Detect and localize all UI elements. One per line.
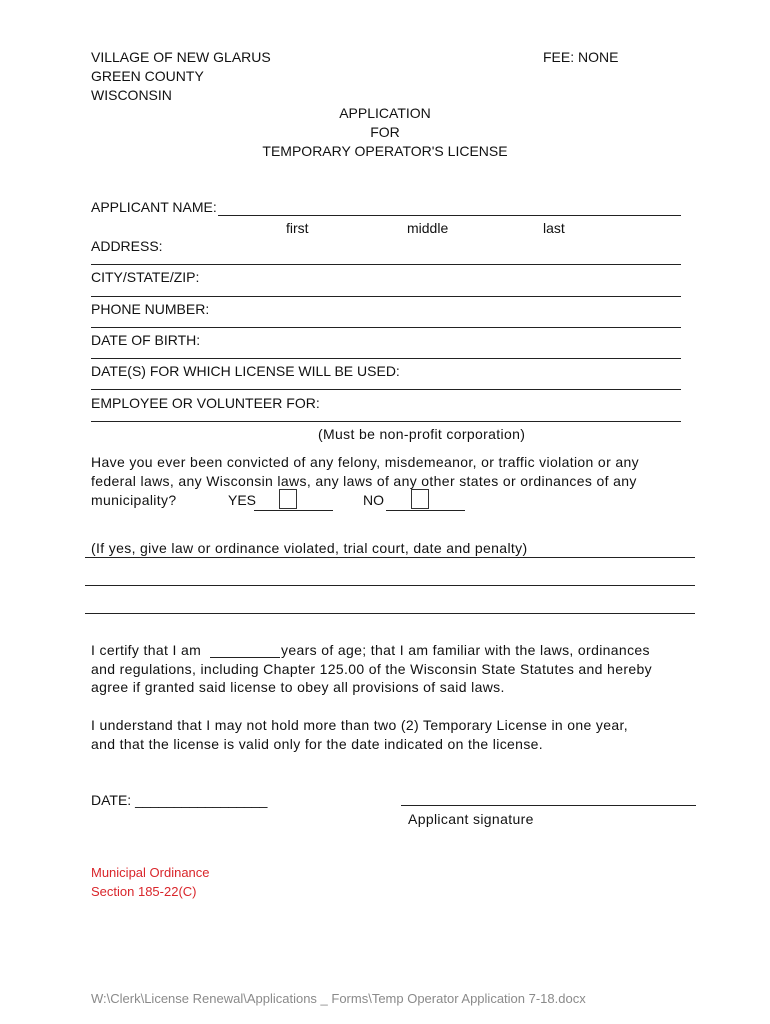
dob-label: DATE OF BIRTH: [91, 332, 201, 348]
certify-line2: and regulations, including Chapter 125.00 of the Wisconsin State Statutes and hereby [91, 661, 652, 677]
employee-volunteer-label: EMPLOYEE OR VOLUNTEER FOR: [91, 395, 320, 411]
details-field-line1[interactable] [85, 557, 695, 558]
yes-label: YES [228, 492, 257, 508]
understand-line1: I understand that I may not hold more than two (2) Temporary License in one year, [91, 717, 629, 733]
dob-field[interactable] [91, 358, 681, 359]
name-middle-caption: middle [407, 220, 449, 236]
if-yes-instructions: (If yes, give law or ordinance violated, trial court, date and penalty) [91, 540, 528, 556]
conviction-question-line3: municipality? [91, 492, 177, 508]
nonprofit-note: (Must be non-profit corporation) [318, 426, 526, 442]
title-application: APPLICATION [339, 105, 431, 121]
name-first-caption: first [286, 220, 309, 236]
fee-label: FEE: NONE [543, 49, 619, 65]
city-state-zip-field[interactable] [91, 296, 681, 297]
details-field-line2[interactable] [85, 585, 695, 586]
employee-volunteer-field[interactable] [91, 421, 681, 422]
applicant-name-label: APPLICANT NAME: [91, 199, 217, 215]
date-field[interactable]: DATE: _________________ [91, 792, 268, 808]
page-title: TEMPORARY OPERATOR'S LICENSE [262, 143, 508, 159]
certify-line3: agree if granted said license to obey all provisions of said laws. [91, 679, 505, 695]
address-field[interactable] [91, 264, 681, 265]
ordinance-label: Municipal Ordinance [91, 865, 210, 880]
understand-line2: and that the license is valid only for the date indicated on the license. [91, 736, 544, 752]
no-underline [386, 510, 465, 511]
signature-caption: Applicant signature [408, 811, 534, 827]
document-path: W:\Clerk\License Renewal\Applications _ Forms\Temp Operator Application 7-18.docx [91, 991, 586, 1006]
dates-used-label: DATE(S) FOR WHICH LICENSE WILL BE USED: [91, 363, 400, 379]
conviction-question-line1: Have you ever been convicted of any felony, misdemeanor, or traffic violation or any [91, 454, 639, 470]
no-checkbox[interactable] [411, 489, 429, 509]
ordinance-section: Section 185-22(C) [91, 884, 197, 899]
org-county: GREEN COUNTY [91, 68, 204, 84]
title-for: FOR [370, 124, 400, 140]
no-label: NO [363, 492, 384, 508]
applicant-name-field[interactable] [218, 215, 681, 216]
org-state: WISCONSIN [91, 87, 172, 103]
phone-label: PHONE NUMBER: [91, 301, 210, 317]
address-label: ADDRESS: [91, 238, 163, 254]
dates-used-field[interactable] [91, 389, 681, 390]
yes-underline [254, 510, 333, 511]
org-name: VILLAGE OF NEW GLARUS [91, 49, 271, 65]
conviction-question-line2: federal laws, any Wisconsin laws, any laws of any other states or ordinances of any [91, 473, 637, 489]
details-field-line3[interactable] [85, 613, 695, 614]
certify-line1-end: years of age; that I am familiar with the laws, ordinances [281, 642, 650, 658]
phone-field[interactable] [91, 327, 681, 328]
certify-line1-start: I certify that I am [91, 642, 202, 658]
signature-line[interactable] [401, 805, 696, 806]
name-last-caption: last [543, 220, 565, 236]
city-state-zip-label: CITY/STATE/ZIP: [91, 269, 200, 285]
age-field[interactable] [210, 657, 280, 658]
yes-checkbox[interactable] [279, 489, 297, 509]
